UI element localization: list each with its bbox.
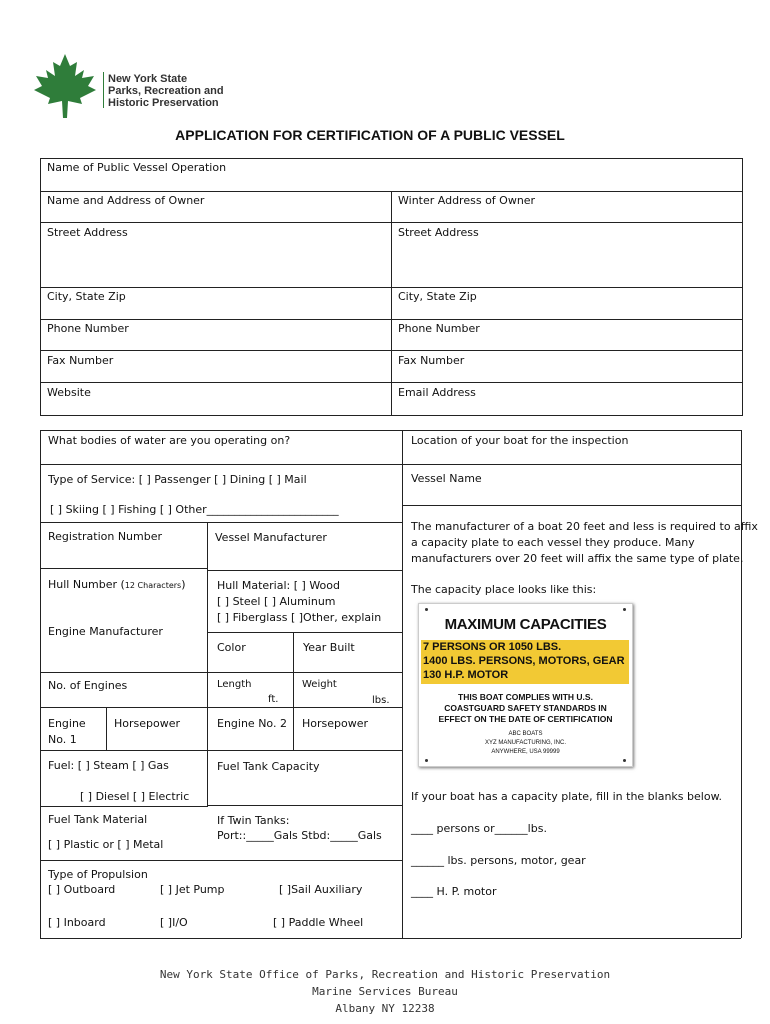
vessel-name-field[interactable]: Vessel Name: [411, 472, 482, 485]
engine-no1-line-1: Engine: [48, 717, 86, 730]
winter-city-state-zip-field[interactable]: City, State Zip: [398, 290, 477, 303]
winter-phone-field[interactable]: Phone Number: [398, 322, 480, 335]
footer-line-2: Marine Services Bureau: [312, 985, 458, 998]
plate-maker-1: ABC BOATS: [508, 731, 543, 737]
propulsion-title: Type of Propulsion: [48, 868, 148, 881]
capacity-info-line-2: a capacity plate to each vessel they produce. Many: [411, 536, 695, 549]
footer: [0, 966, 770, 1017]
fuel-tank-material-field[interactable]: Fuel Tank Material: [48, 813, 148, 826]
registration-number-field[interactable]: Registration Number: [48, 530, 163, 543]
engine-no2-field[interactable]: Engine No. 2: [217, 717, 287, 730]
logo: [30, 52, 100, 120]
plate-rivet-tr: [623, 608, 626, 611]
fuel-type-options[interactable]: Fuel: [ ] Steam [ ] Gas: [48, 759, 169, 772]
org-name: [108, 73, 224, 109]
year-built-field[interactable]: Year Built: [303, 641, 355, 654]
num-engines-field[interactable]: No. of Engines: [48, 679, 128, 692]
plate-comply-3: EFFECT ON THE DATE OF CERTIFICATION: [438, 714, 613, 724]
hull-material-options[interactable]: [217, 578, 381, 626]
fuel-type-options-2[interactable]: [ ] Diesel [ ] Electric: [80, 790, 190, 803]
org-line-3: Historic Preservation: [108, 97, 219, 109]
plate-heading: MAXIMUM CAPACITIES: [444, 616, 607, 633]
engine-no1-line-2: No. 1: [48, 733, 77, 746]
email-field[interactable]: Email Address: [398, 386, 476, 399]
org-line-1: New York State: [108, 73, 188, 85]
winter-fax-field[interactable]: Fax Number: [398, 354, 465, 367]
horsepower1-field[interactable]: Horsepower: [114, 717, 181, 730]
fax-field[interactable]: Fax Number: [47, 354, 114, 367]
hull-number-label: Hull Number (: [48, 578, 125, 591]
winter-street-address-field[interactable]: Street Address: [398, 226, 479, 239]
jet-pump-option[interactable]: [ ] Jet Pump: [160, 883, 225, 896]
footer-line-3: Albany NY 12238: [335, 1002, 435, 1015]
street-address-field[interactable]: Street Address: [47, 226, 128, 239]
io-option[interactable]: [ ]I/O: [160, 916, 188, 929]
plate-maker: [419, 730, 632, 757]
org-line-2: Parks, Recreation and: [108, 85, 224, 97]
service-type-options-2[interactable]: [ ] Skiing [ ] Fishing [ ] Other________________________: [50, 503, 339, 516]
owner-name-field[interactable]: Name and Address of Owner: [47, 194, 205, 207]
length-unit: ft.: [268, 694, 279, 705]
weight-unit: lbs.: [372, 695, 390, 706]
color-field[interactable]: Color: [217, 641, 246, 654]
plate-rivet-tl: [425, 608, 428, 611]
plate-rivet-bl: [425, 759, 428, 762]
plate-line-3: 130 H.P. MOTOR: [423, 669, 509, 681]
vessel-operation-field[interactable]: Name of Public Vessel Operation: [47, 161, 227, 174]
twin-tanks-label: If Twin Tanks:: [217, 814, 290, 827]
plate-comply-1: THIS BOAT COMPLIES WITH U.S.: [458, 692, 593, 702]
phone-field[interactable]: Phone Number: [47, 322, 129, 335]
horsepower2-field[interactable]: Horsepower: [302, 717, 369, 730]
capacity-plate-image: [418, 603, 633, 767]
hp-motor-field[interactable]: ____ H. P. motor: [411, 885, 497, 898]
website-field[interactable]: Website: [47, 386, 91, 399]
plate-highlight: [421, 640, 629, 684]
hull-material-line-3: [ ] Fiberglass [ ]Other, explain: [217, 611, 382, 624]
plate-rivet-br: [623, 759, 626, 762]
capacity-info-line-3: manufacturers over 20 feet will affix the same type of plate.: [411, 552, 744, 565]
inspection-location-field[interactable]: Location of your boat for the inspection: [411, 434, 629, 447]
fill-blanks-instruction: If your boat has a capacity plate, fill in the blanks below.: [411, 790, 723, 803]
footer-line-1: New York State Office of Parks, Recreation and Historic Preservation: [159, 968, 611, 981]
twin-tanks-field[interactable]: Port::_____Gals Stbd:_____Gals: [217, 829, 382, 842]
winter-address-field[interactable]: Winter Address of Owner: [398, 194, 536, 207]
weight-field[interactable]: Weight: [302, 679, 337, 690]
service-type-options[interactable]: Type of Service: [ ] Passenger [ ] Dining [ ] Mail: [48, 473, 307, 486]
plate-line-1: 7 PERSONS OR 1050 LBS.: [423, 641, 562, 653]
hull-material-line-2: [ ] Steel [ ] Aluminum: [217, 595, 336, 608]
length-field[interactable]: Length: [217, 679, 252, 690]
hull-material-line-1: Hull Material: [ ] Wood: [217, 579, 340, 592]
city-state-zip-field[interactable]: City, State Zip: [47, 290, 126, 303]
outboard-option[interactable]: [ ] Outboard: [48, 883, 116, 896]
inboard-option[interactable]: [ ] Inboard: [48, 916, 106, 929]
engine-manufacturer-field[interactable]: Engine Manufacturer: [48, 625, 163, 638]
logo-divider: [103, 72, 104, 108]
capacity-info-line-1: The manufacturer of a boat 20 feet and less is required to affix: [411, 520, 758, 533]
persons-lbs-field[interactable]: ____ persons or______lbs.: [411, 822, 547, 835]
maple-leaf-icon: [30, 52, 100, 120]
hull-number-close: ): [181, 578, 186, 591]
lbs-persons-gear-field[interactable]: ______ lbs. persons, motor, gear: [411, 854, 586, 867]
tank-material-options[interactable]: [ ] Plastic or [ ] Metal: [48, 838, 164, 851]
paddle-wheel-option[interactable]: [ ] Paddle Wheel: [273, 916, 364, 929]
capacity-info-paragraph: [411, 519, 758, 567]
hull-number-note: 12 Characters: [124, 581, 182, 590]
bodies-of-water-field[interactable]: What bodies of water are you operating on?: [48, 434, 291, 447]
plate-maker-3: ANYWHERE, USA 99999: [491, 749, 560, 755]
vessel-manufacturer-field[interactable]: Vessel Manufacturer: [215, 531, 327, 544]
engine-no1-label: [48, 716, 86, 748]
hull-number-field[interactable]: [48, 578, 186, 593]
plate-line-2: 1400 LBS. PERSONS, MOTORS, GEAR: [423, 655, 625, 667]
plate-comply-2: COASTGUARD SAFETY STANDARDS IN: [444, 703, 607, 713]
capacity-plate-intro: The capacity place looks like this:: [411, 583, 597, 596]
fuel-tank-capacity-field[interactable]: Fuel Tank Capacity: [217, 760, 320, 773]
plate-maker-2: XYZ MANUFACTURING, INC.: [484, 740, 566, 746]
form-title: APPLICATION FOR CERTIFICATION OF A PUBLIC VESSEL: [175, 127, 565, 143]
plate-compliance: [419, 692, 632, 725]
sail-auxiliary-option[interactable]: [ ]Sail Auxiliary: [279, 883, 363, 896]
